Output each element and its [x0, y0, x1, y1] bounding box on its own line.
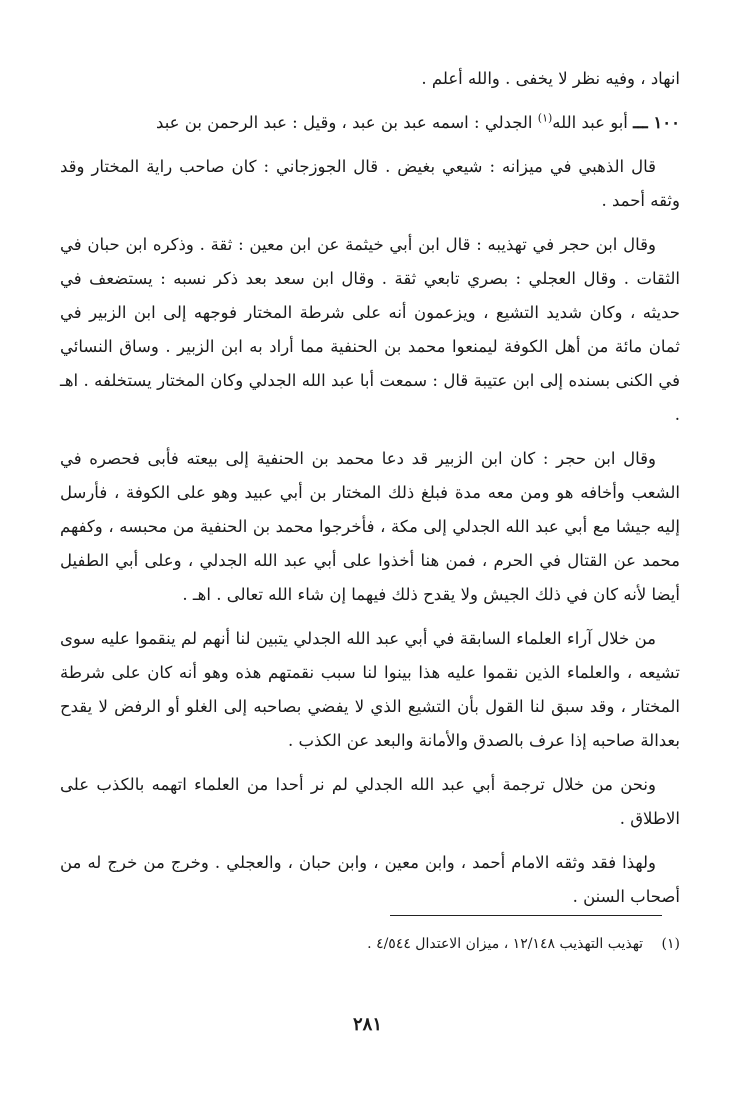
entry-heading	[60, 106, 680, 140]
paragraph-ibn-hajar-tahdhib: وقال ابن حجر في تهذيبه : قال ابن أبي خيثمة عن ابن معين : ثقة . وذكره ابن حبان في الثقات . وقال العجلي : بصري تابعي ثقة . وقال ابن سعد بعد ذكر نسبه : يستضعف في حديثه ، وكان شديد التشيع ، ويزعمون أنه على شرطة المختار فوجهه إلى ابن الزبير في ثمان مائة من أهل الكوفة ليمنعوا محمد بن الحنفية مما أراد به ابن الزبير . وساق النسائي في الكنى بسنده إلى ابن عتيبة قال : سمعت أبا عبد الله الجدلي وكان المختار يستخلفه . اهـ .	[60, 235, 680, 424]
footnote-text: تهذيب التهذيب ١٢/١٤٨ ، ميزان الاعتدال ٤/٥٤٤ .	[367, 936, 644, 952]
paragraph-dhahabi: قال الذهبي في ميزانه : شيعي بغيض . قال الجوزجاني : كان صاحب راية المختار وقد وثقه أحمد .	[60, 157, 680, 210]
footnote	[60, 932, 680, 956]
page-number: ٢٨١	[352, 1014, 382, 1035]
continuation-paragraph: انهاد ، وفيه نظر لا يخفى . والله أعلم .	[421, 69, 680, 88]
entry-description: الجدلي : اسمه عبد بن عبد ، وقيل : عبد الرحمن بن عبد	[156, 113, 533, 132]
footnote-reference[interactable]: (١)	[537, 111, 553, 125]
paragraph-conclusion: ونحن من خلال ترجمة أبي عبد الله الجدلي لم نر أحدا من العلماء اتهمه بالكذب على الاطلاق .	[60, 775, 680, 828]
paragraph-ibn-hajar-zubair: وقال ابن حجر : كان ابن الزبير قد دعا محمد بن الحنفية إلى بيعته فأبى فحصره في الشعب وأخافه هو ومن معه مدة فبلغ ذلك المختار بن أبي عبيد وهو على الكوفة ، فأرسل إليه جيشا مع أبي عبد الله الجدلي إلى مكة ، فأخرجوا محمد بن الحنفية من محبسه ، وكفهم محمد عن القتال في الحرم ، فمن هنا أخذوا على أبي عبد الله الجدلي ، وعلى أبي الطفيل أيضا لأنه كان في ذلك الجيش ولا يقدح ذلك فيهما إن شاء الله تعالى . اهـ .	[60, 449, 680, 604]
footnote-divider	[390, 915, 662, 916]
entry-number: ١٠٠ ـــ	[633, 113, 680, 132]
entry-name: أبو عبد الله	[552, 113, 628, 132]
page-body	[60, 62, 680, 924]
paragraph-tawthiq: ولهذا فقد وثقه الامام أحمد ، وابن معين ، وابن حبان ، والعجلي . وخرج من خرج له من أصحاب السنن .	[60, 853, 680, 906]
footnote-marker: (١)	[661, 936, 680, 952]
paragraph-analysis: من خلال آراء العلماء السابقة في أبي عبد الله الجدلي يتبين لنا أنهم لم ينقموا عليه سوى تشيعه ، والعلماء الذين نقموا عليه هذا بينوا لنا سبب نقمتهم هذه وهو أنه كان على شرطة المختار ، وقد سبق لنا القول بأن التشيع الذي لا يفضي بصاحبه إلى الغلو أو الرفض لا يقدح بعدالة صاحبه إذا عرف بالصدق والأمانة والبعد عن الكذب .	[60, 629, 680, 750]
